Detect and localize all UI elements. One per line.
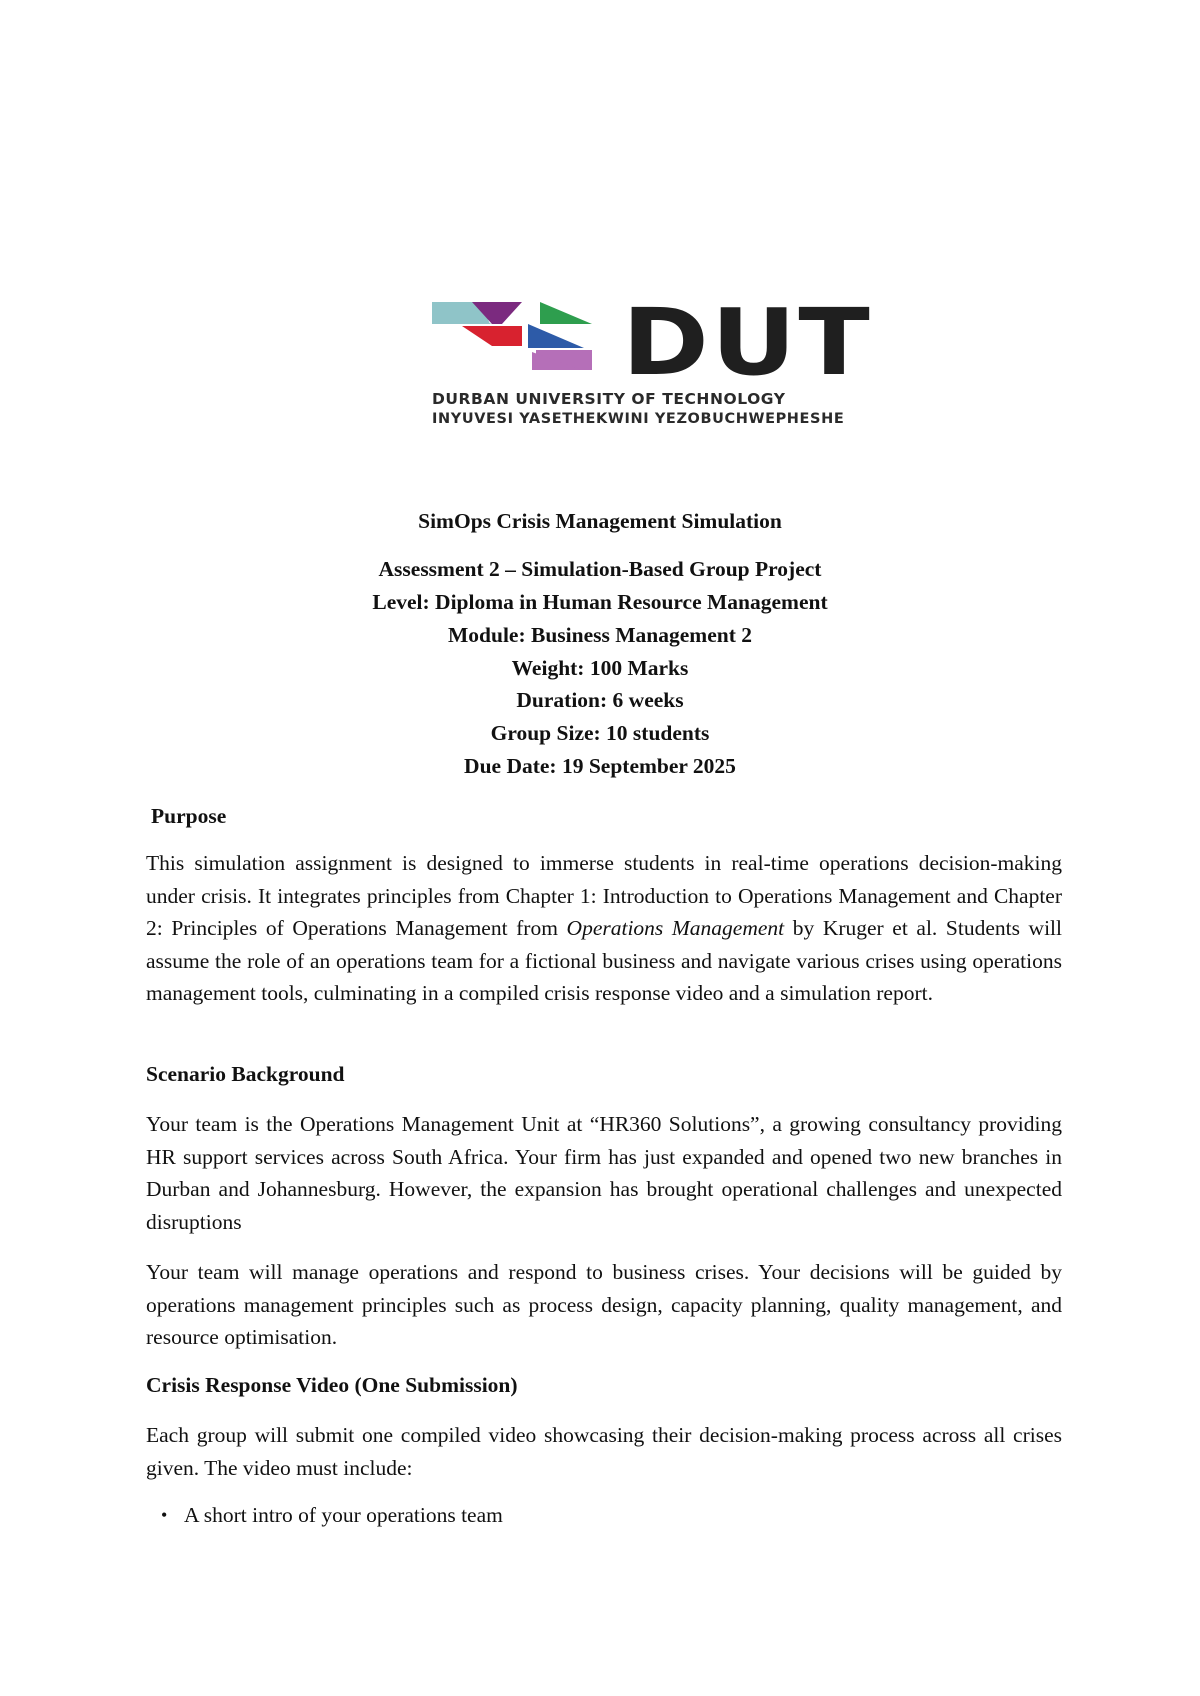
scenario-paragraph-2: Your team will manage operations and respond to business crises. Your decisions will be guided by operations management principles such as process design, capacity planning, quality management, and resource optimisation. [146,1260,1062,1349]
purpose-heading: Purpose [151,804,227,828]
book-title: Operations Management [566,916,785,940]
scenario-heading: Scenario Background [146,1062,345,1086]
duration-line: Duration: 6 weeks [516,688,684,712]
purpose-text-end: by Kruger et al. Students will assume the role of an operations team for a fictional business and navigate various crises using operations management tools, culminating in a compiled crisis response video and a simulation report. [146,916,1062,1005]
logo-university-name: DURBAN UNIVERSITY OF TECHNOLOGY [432,390,786,408]
weight-line: Weight: 100 Marks [511,656,689,680]
list-item [161,1500,503,1530]
module-line: Module: Business Management 2 [448,623,752,647]
assessment-line: Assessment 2 – Simulation-Based Group Project [378,557,822,581]
video-heading: Crisis Response Video (One Submission) [146,1373,518,1397]
logo-university-name-zulu: INYUVESI YASETHEKWINI YEZOBUCHWEPHESHE [432,411,845,427]
purpose-paragraph [146,847,1062,1010]
document-title: SimOps Crisis Management Simulation [418,509,782,533]
purpose-text-start: This simulation assignment is designed to immerse students in real-time operations decision-making under crisis. It integrates principles from Chapter 1: Introduction to Operations Management and Chapter 2: Principles of Operations Management from [146,851,1062,940]
dut-logo [432,298,880,430]
dut-logo-mark [432,298,880,388]
level-line: Level: Diploma in Human Resource Management [372,590,828,614]
scenario-paragraph-1: Your team is the Operations Management Unit at “HR360 Solutions”, a growing consultancy providing HR support services across South Africa. Your firm has just expanded and opened two new branches in Durban and Johannesburg. However, the expansion has brought operational challenges and unexpected disruptions [146,1112,1062,1234]
list-item-text: A short intro of your operations team [184,1503,503,1527]
logo-wordmark: DUT [622,298,872,388]
group-size-line: Group Size: 10 students [490,721,710,745]
due-date-line: Due Date: 19 September 2025 [464,754,736,778]
bullet-dot-icon: • [161,1505,168,1525]
video-intro-paragraph: Each group will submit one compiled video showcasing their decision-making process across all crises given. The video must include: [146,1423,1062,1480]
